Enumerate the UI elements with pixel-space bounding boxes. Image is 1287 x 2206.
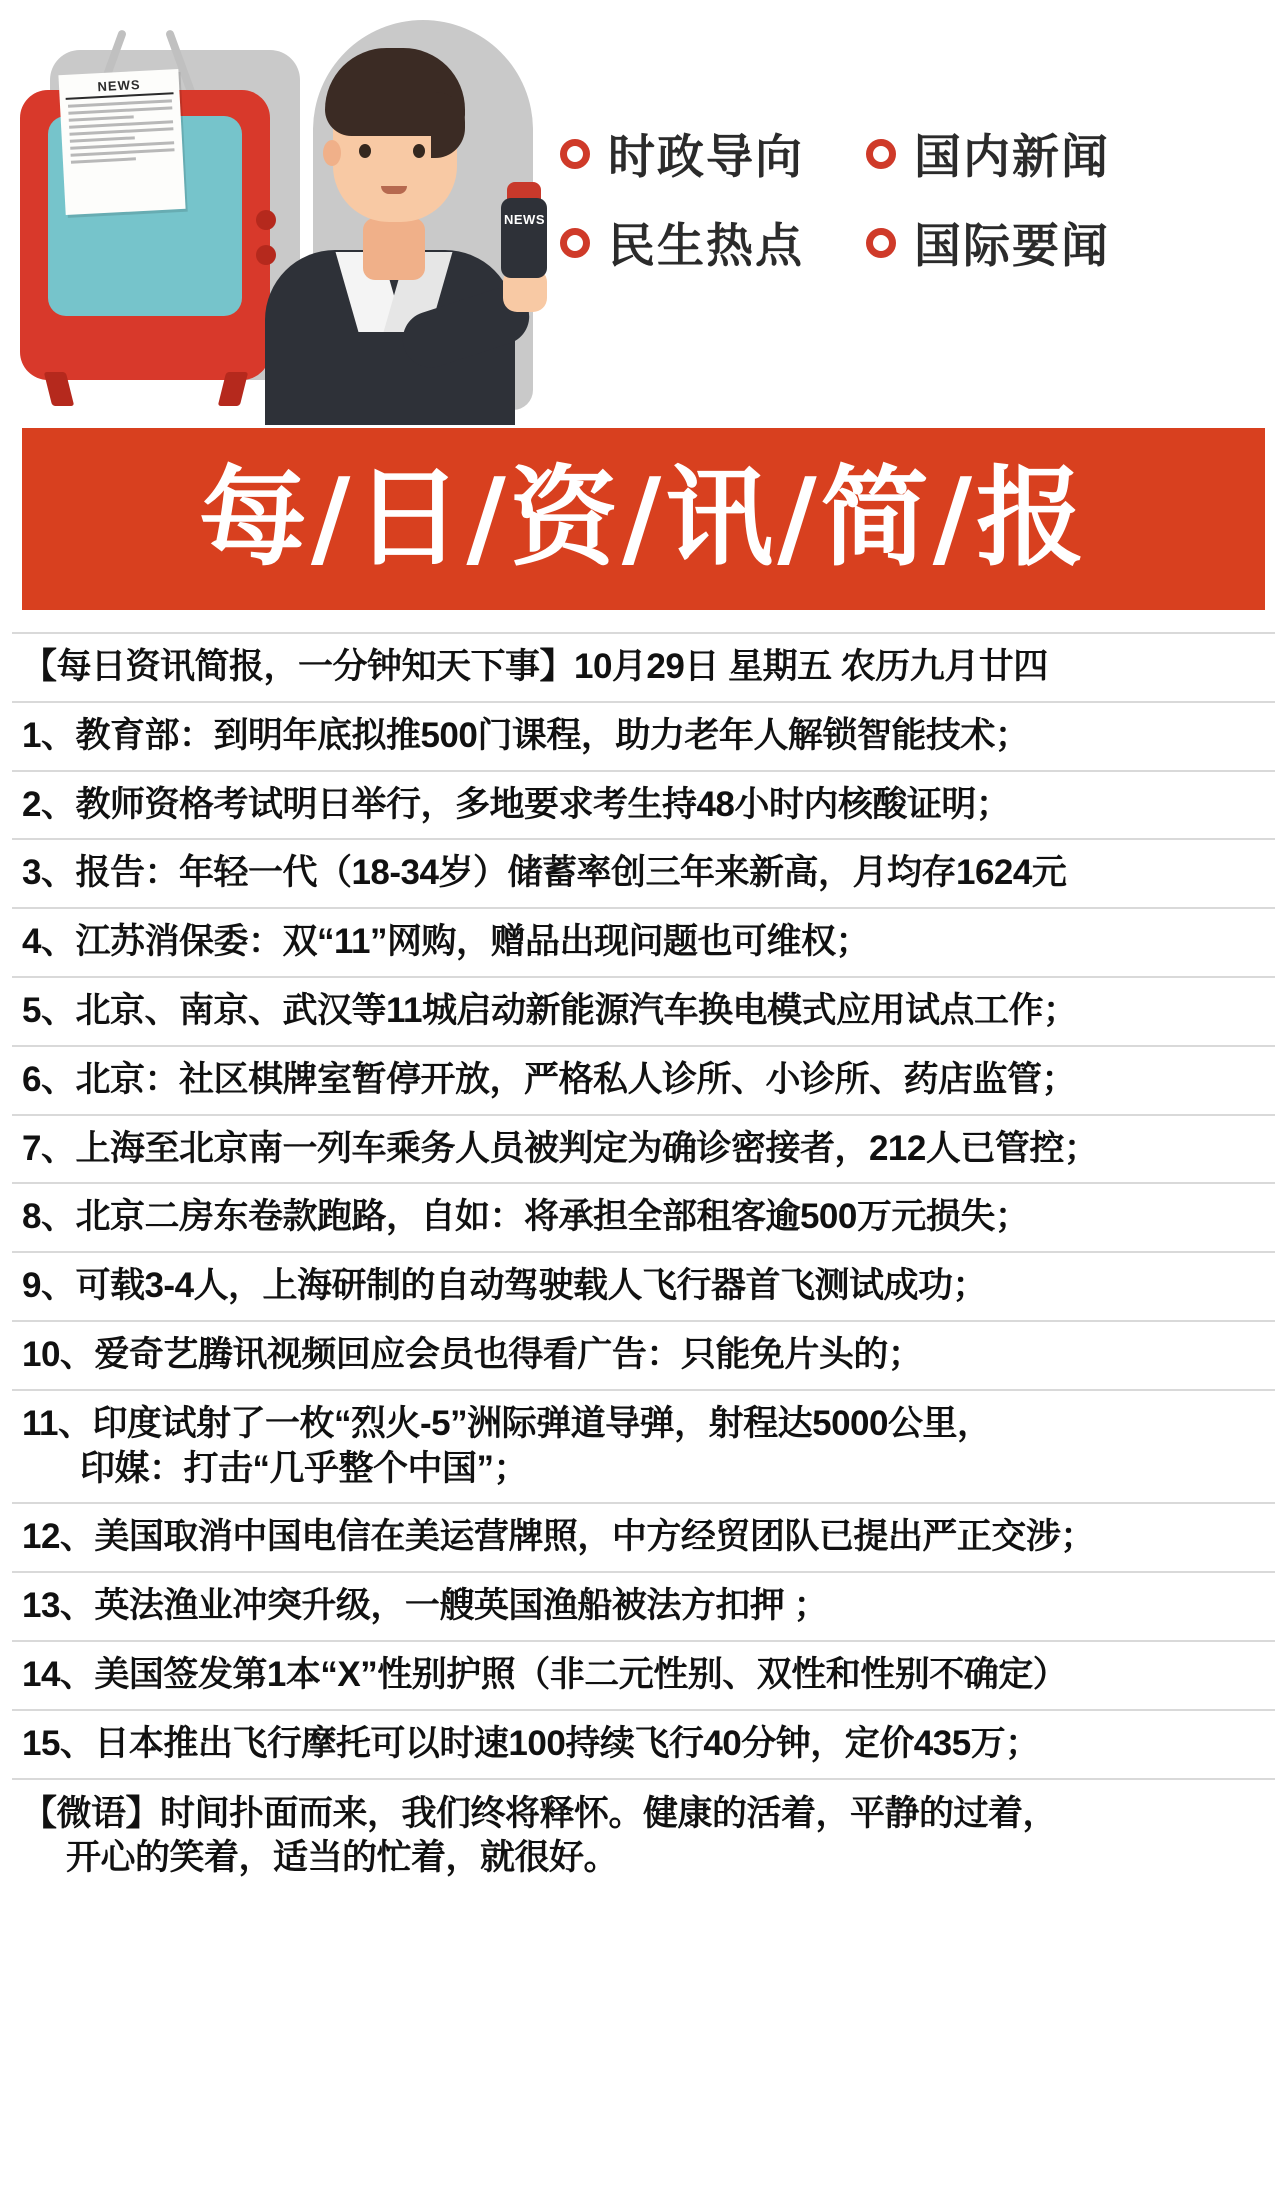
slogan-政导向: 时政导向: [608, 130, 804, 185]
microphone-label: NEWS: [504, 212, 545, 227]
ring-bullet-icon: [560, 139, 590, 169]
news-item-10: 10、爱奇艺腾讯视频回应会员也得看广告：只能免片头的；: [12, 1322, 1275, 1391]
slogan-row-1: [560, 120, 1260, 187]
news-item-1: 1、教育部：到明年底拟推500门课程，助力老年人解锁智能技术；: [12, 703, 1275, 772]
brief-headline: 【每日资讯简报，一分钟知天下事】10月29日 星期五 农历九月廿四: [12, 632, 1275, 703]
slogan-international-news: 国际要闻: [914, 219, 1110, 274]
slogan-group: [560, 120, 1260, 298]
closing-remark-line-2: 开心的笑着，适当的忙着，就很好。: [66, 1838, 619, 1878]
newspaper-masthead: NEWS: [65, 75, 174, 100]
news-anchor-illustration: [255, 0, 555, 420]
news-item-14: 14、美国签发第1本“X”性别护照（非二元性别、双性和性别不确定）: [12, 1642, 1275, 1711]
anchor-eye-right: [413, 144, 425, 158]
news-item-5: 5、北京、南京、武汉等11城启动新能源汽车换电模式应用试点工作；: [12, 978, 1275, 1047]
anchor-eye-left: [359, 144, 371, 158]
newspaper-line: [68, 106, 172, 114]
news-item-11: [12, 1391, 1275, 1505]
ring-bullet-icon: [866, 228, 896, 258]
newspaper-graphic: [58, 69, 185, 215]
news-item-13: 13、英法渔业冲突升级，一艘英国渔船被法方扣押 ；: [12, 1573, 1275, 1642]
ring-bullet-icon: [560, 228, 590, 258]
newspaper-line: [69, 127, 173, 135]
news-item-6: 6、北京：社区棋牌室暂停开放，严格私人诊所、小诊所、药店监管；: [12, 1047, 1275, 1116]
anchor-ear: [323, 140, 341, 166]
news-item-11-line-2: 印媒：打击“几乎整个中国”；: [80, 1448, 529, 1488]
page-title: 每/日/资/讯/简/报: [198, 456, 1089, 581]
news-item-9: 9、可载3-4人，上海研制的自动驾驶载人飞行器首飞测试成功；: [12, 1253, 1275, 1322]
news-item-3: 3、报告：年轻一代（18-34岁）储蓄率创三年来新高，月均存1624元: [12, 840, 1275, 909]
ring-bullet-icon: [866, 139, 896, 169]
slogan-domestic-news: 国内新闻: [914, 130, 1110, 185]
anchor-neck: [363, 218, 425, 280]
slogan-livelihood-hotspots: 民生热点: [608, 219, 804, 274]
newspaper-line: [71, 157, 136, 163]
news-item-4: 4、江苏消保委：双“11”网购，赠品出现问题也可维权；: [12, 909, 1275, 978]
closing-remark-line-1: 【微语】时间扑面而来，我们终将释怀。健康的活着，平静的过着，: [22, 1793, 1058, 1833]
slogan-row-2: [560, 209, 1260, 276]
newspaper-line: [69, 115, 134, 121]
newspaper-line: [71, 148, 175, 156]
news-item-15: 15、日本推出飞行摩托可以时速100持续飞行40分钟，定价435万；: [12, 1711, 1275, 1780]
news-item-2: 2、教师资格考试明日举行，多地要求考生持48小时内核酸证明；: [12, 772, 1275, 841]
news-item-11-line-1: 11、印度试射了一枚“烈火-5”洲际弹道导弹，射程达5000公里，: [22, 1403, 992, 1443]
news-list: [12, 632, 1275, 1892]
news-item-8: 8、北京二房东卷款跑路，自如：将承担全部租客逾500万元损失；: [12, 1184, 1275, 1253]
closing-remark: [12, 1780, 1275, 1893]
microphone-body: [501, 198, 547, 278]
anchor-mouth: [381, 186, 407, 194]
poster-header: [0, 0, 1287, 430]
news-item-12: 12、美国取消中国电信在美运营牌照，中方经贸团队已提出严正交涉；: [12, 1504, 1275, 1573]
banner-title-bar: [22, 428, 1265, 610]
news-item-7: 7、上海至北京南一列车乘务人员被判定为确诊密接者，212人已管控；: [12, 1116, 1275, 1185]
newspaper-line: [70, 136, 135, 142]
